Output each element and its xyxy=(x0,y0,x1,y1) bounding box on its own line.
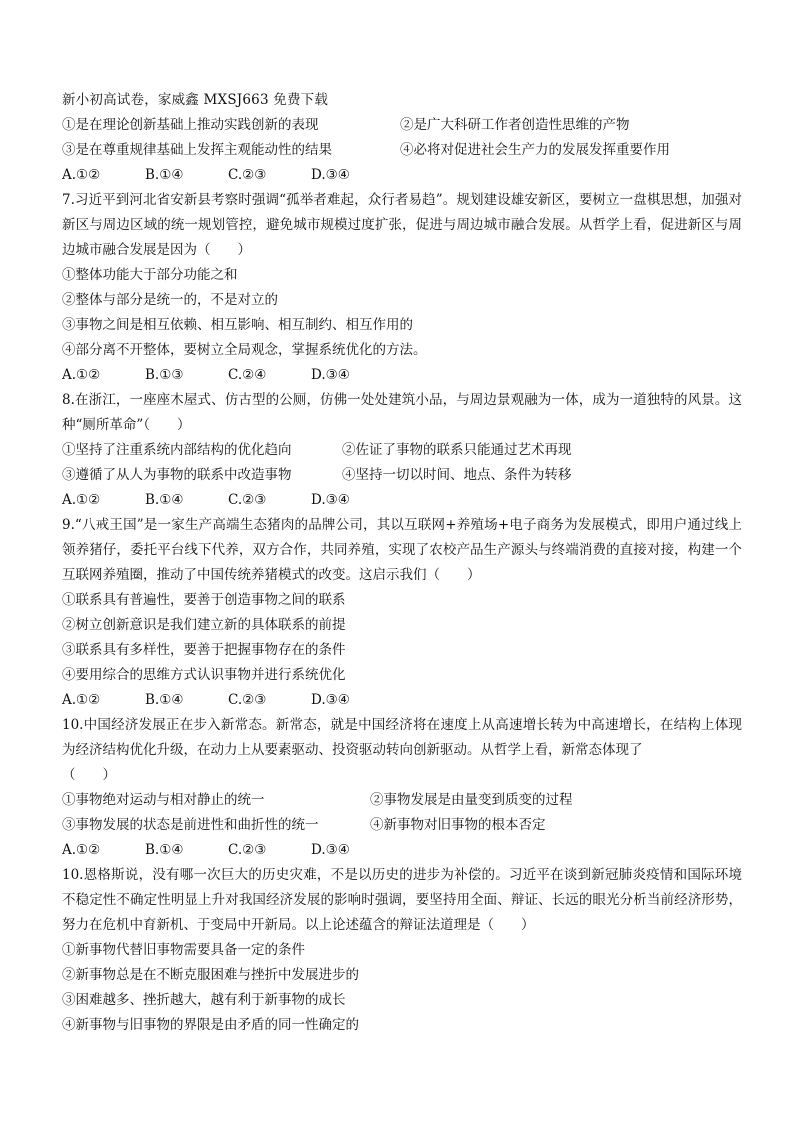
q10a-choices-row-1 xyxy=(62,788,742,813)
q6-choice-2: ②是广大科研工作者创造性思维的产物 xyxy=(400,117,630,133)
q8-option-c: C.②③ xyxy=(228,492,267,508)
q10a-answer-paren: （ ） xyxy=(62,767,116,783)
q7-options xyxy=(62,363,742,388)
q9-option-c: C.②③ xyxy=(228,692,267,708)
q6-choices-row-2 xyxy=(62,138,742,163)
q8-choice-3: ③遵循了从人为事物的联系中改造事物 xyxy=(62,467,292,483)
q9-option-d: D.③④ xyxy=(311,692,350,708)
q6-options xyxy=(62,163,742,188)
q6-option-c: C.②③ xyxy=(228,167,267,183)
q8-option-b: B.①④ xyxy=(145,492,184,508)
q6-choices-row-1 xyxy=(62,113,742,138)
q10a-option-d: D.③④ xyxy=(311,842,350,858)
q8-stem: 8.在浙江，一座座木屋式、仿古型的公厕，仿佛一处处建筑小品，与周边景观融为一体，成为一道独特的风景。这种“厕所革命”（ ） xyxy=(62,392,742,433)
q10a-choice-4: ④新事物对旧事物的根本否定 xyxy=(370,817,546,833)
q10b-choice-1: ①新事物代替旧事物需要具备一定的条件 xyxy=(62,942,305,958)
q10a-options xyxy=(62,838,742,863)
q10a-choices-row-2 xyxy=(62,813,742,838)
q8-choices-row-1 xyxy=(62,438,742,463)
q7-stem: 7.习近平到河北省安新县考察时强调“孤举者难起，众行者易趋”。规划建设雄安新区，要树立一盘棋思想，加强对新区与周边区域的统一规划管控，避免城市规模过度扩张，促进与周边城市融合发展。从哲学上看，促进新区与周边城市融合发展是因为（ ） xyxy=(62,192,742,258)
q9-choice-4: ④要用综合的思维方式认识事物并进行系统优化 xyxy=(62,667,346,683)
q8-options xyxy=(62,488,742,513)
q6-option-a: A.①② xyxy=(62,167,101,183)
q10a-option-c: C.②③ xyxy=(228,842,267,858)
q10a-option-b: B.①④ xyxy=(145,842,184,858)
q9-stem: 9.“八戒王国”是一家生产高端生态猪肉的品牌公司，其以互联网+养殖场+电子商务为发展模式，即用户通过线上领养猪仔，委托平台线下代养，双方合作，共同养殖，实现了农校产品生产源头与终端消费的直接对接，构建一个互联网养殖圈，推动了中国传统养猪模式的改变。这启示我们（ ） xyxy=(62,517,742,583)
q10a-stem: 10.中国经济发展正在步入新常态。新常态，就是中国经济将在速度上从高速增长转为中高速增长，在结构上体现为经济结构优化升级，在动力上从要素驱动、投资驱动转向创新驱动。从哲学上看，新常态体现了 xyxy=(62,717,742,758)
q10a-choice-1: ①事物绝对运动与相对静止的统一 xyxy=(62,792,265,808)
q10b-stem: 10.恩格斯说，没有哪一次巨大的历史灾难，不是以历史的进步为补偿的。习近平在谈到新冠肺炎疫情和国际环境不稳定性不确定性明显上升对我国经济发展的影响时强调，要坚持用全面、辩证、长远的眼光分析当前经济形势，努力在危机中育新机、于变局中开新局。以上论述蕴含的辩证法道理是（ ） xyxy=(62,867,742,933)
q6-option-d: D.③④ xyxy=(311,167,350,183)
q9-choice-1: ①联系具有普遍性，要善于创造事物之间的联系 xyxy=(62,592,346,608)
q10b-choice-3: ③困难越多、挫折越大，越有利于新事物的成长 xyxy=(62,992,346,1008)
q10a-choice-2: ②事物发展是由量变到质变的过程 xyxy=(370,792,573,808)
q7-choice-3: ③事物之间是相互依赖、相互影响、相互制约、相互作用的 xyxy=(62,317,413,333)
q8-option-d: D.③④ xyxy=(311,492,350,508)
q10b-choice-4: ④新事物与旧事物的界限是由矛盾的同一性确定的 xyxy=(62,1017,359,1033)
q8-choice-2: ②佐证了事物的联系只能通过艺术再现 xyxy=(342,442,572,458)
q7-option-c: C.②④ xyxy=(228,367,267,383)
q6-choice-1: ①是在理论创新基础上推动实践创新的表现 xyxy=(62,117,319,133)
q7-option-a: A.①② xyxy=(62,367,101,383)
q9-choice-3: ③联系具有多样性，要善于把握事物存在的条件 xyxy=(62,642,346,658)
q7-choice-4: ④部分离不开整体，要树立全局观念，掌握系统优化的方法。 xyxy=(62,342,427,358)
q8-choice-4: ④坚持一切以时间、地点、条件为转移 xyxy=(342,467,572,483)
q10b-choice-2: ②新事物总是在不断克服困难与挫折中发展进步的 xyxy=(62,967,359,983)
q6-option-b: B.①④ xyxy=(145,167,184,183)
q9-options xyxy=(62,688,742,713)
q9-option-a: A.①② xyxy=(62,692,101,708)
q7-choice-2: ②整体与部分是统一的，不是对立的 xyxy=(62,292,278,308)
exam-page xyxy=(62,88,742,1038)
q7-option-b: B.①③ xyxy=(145,367,184,383)
q10a-choice-3: ③事物发展的状态是前进性和曲折性的统一 xyxy=(62,817,319,833)
q6-choice-3: ③是在尊重规律基础上发挥主观能动性的结果 xyxy=(62,142,332,158)
q8-option-a: A.①② xyxy=(62,492,101,508)
q8-choices-row-2 xyxy=(62,463,742,488)
q7-option-d: D.③④ xyxy=(311,367,350,383)
q9-option-b: B.①④ xyxy=(145,692,184,708)
q8-choice-1: ①坚持了注重系统内部结构的优化趋向 xyxy=(62,442,292,458)
q10a-option-a: A.①② xyxy=(62,842,101,858)
q9-choice-2: ②树立创新意识是我们建立新的具体联系的前提 xyxy=(62,617,346,633)
q7-choice-1: ①整体功能大于部分功能之和 xyxy=(62,267,238,283)
page-header: 新小初高试卷，家威鑫 MXSJ663 免费下载 xyxy=(62,92,329,108)
q6-choice-4: ④必将对促进社会生产力的发展发挥重要作用 xyxy=(400,142,670,158)
